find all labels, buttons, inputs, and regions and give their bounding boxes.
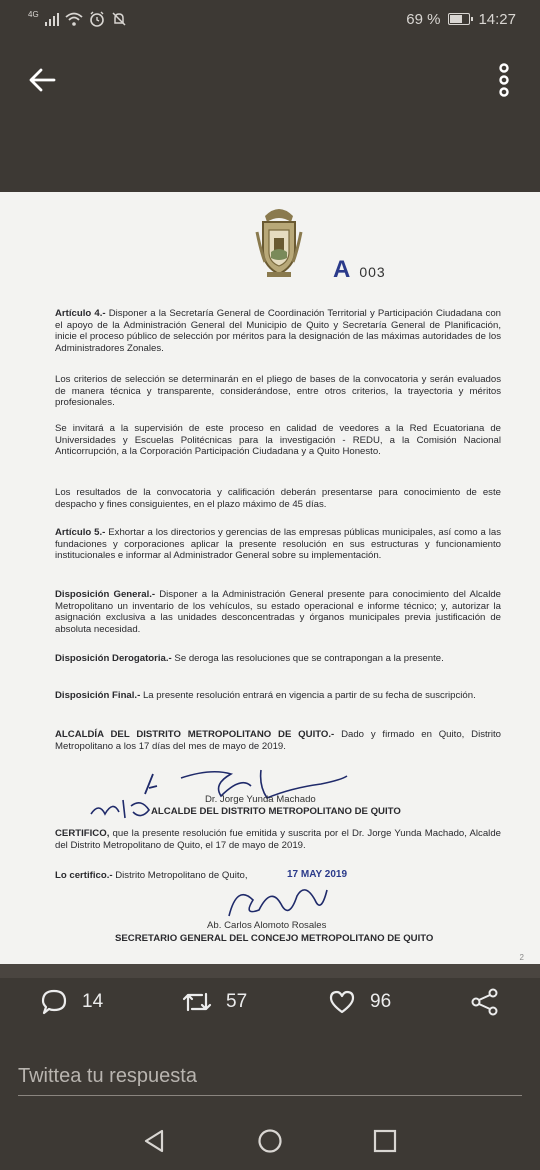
- clock: 14:27: [478, 10, 516, 28]
- results-paragraph: [55, 487, 501, 510]
- top-bar: [0, 50, 540, 110]
- reply-input[interactable]: [18, 1050, 522, 1094]
- signal-icon: [45, 11, 59, 27]
- signing-lead: ALCALDÍA DEL DISTRITO METROPOLITANO DE QUITO.-: [55, 729, 335, 740]
- battery-icon: [448, 13, 470, 25]
- general-provision-lead: Disposición General.-: [55, 589, 156, 600]
- arrow-left-icon[interactable]: [24, 62, 60, 98]
- speech-bubble-icon: [40, 988, 68, 1016]
- oversight-paragraph: [55, 423, 501, 458]
- reply-count: 14: [82, 991, 104, 1012]
- reply-action[interactable]: [40, 988, 103, 1016]
- secretary-signature: [223, 880, 333, 924]
- muted-bell-icon: [111, 11, 127, 27]
- repeal-provision-text: Se deroga las resoluciones que se contrapongan a la presente.: [171, 653, 444, 664]
- certification-text: que la presente resolución fue emitida y suscrita por el Dr. Jorge Yunda Machado, Alcalde del Distrito Metropolitano de Quito, el 17 de mayo de 2019.: [55, 828, 501, 851]
- results-text: Los resultados de la convocatoria y calificación deberán presentarse para conocimiento de este despacho y fines consiguientes, en el plazo máximo de 45 días.: [55, 487, 501, 510]
- square-recents-icon[interactable]: [370, 1126, 400, 1156]
- media-bottom-strip: [0, 964, 540, 978]
- heart-icon: [328, 988, 356, 1016]
- tweet-actions: [0, 978, 540, 1026]
- certified-text: Distrito Metropolitano de Quito,: [112, 870, 248, 881]
- oversight-text: Se invitará a la supervisión de este proceso en calidad de veedores a la Red Ecuatoriana de Universidades y Escuelas Politécnicas para la investigación - REDU, a la Comisión Nacional Anticorrupción, a la Corporación Participación Ciudadana y a Quito Honesto.: [55, 423, 501, 457]
- secretary-name: Ab. Carlos Alomoto Rosales: [207, 920, 327, 931]
- secretary-title: SECRETARIO GENERAL DEL CONCEJO METROPOLITANO DE QUITO: [115, 933, 434, 944]
- certification-lead: CERTIFICO,: [55, 828, 110, 839]
- mayor-name: Dr. Jorge Yunda Machado: [205, 794, 316, 805]
- mayor-title: ALCALDE DEL DISTRITO METROPOLITANO DE QUITO: [151, 806, 401, 817]
- network-type: 4G: [28, 9, 39, 19]
- retweet-action[interactable]: [182, 988, 247, 1016]
- more-vertical-icon[interactable]: [492, 62, 516, 98]
- final-provision-paragraph: [55, 690, 501, 702]
- repeal-provision-paragraph: [55, 653, 501, 665]
- page-number: 2: [519, 953, 524, 962]
- retweet-icon: [182, 988, 212, 1016]
- circle-home-icon[interactable]: [255, 1126, 285, 1156]
- quito-coat-of-arms: [255, 202, 303, 280]
- repeal-provision-lead: Disposición Derogatoria.-: [55, 653, 172, 664]
- document-code-number: 003: [359, 264, 386, 280]
- battery-level: [450, 15, 462, 23]
- status-left: [28, 11, 127, 27]
- system-nav-bar: [0, 1110, 540, 1170]
- certification-paragraph: [55, 828, 501, 851]
- share-action[interactable]: [470, 988, 500, 1016]
- document-code: [333, 256, 386, 283]
- article-4-lead: Artículo 4.-: [55, 308, 106, 319]
- alarm-icon: [89, 11, 105, 27]
- general-provision-text: Disponer a la Administración General presente para conocimiento del Alcalde Metropolitano un inventario de los vehículos, su estado operacional e informe técnico; y, autorizar la asignación exclusiva a las unidades desconcentradas y órganos municipales previa justificación de absoluta necesidad.: [55, 589, 501, 635]
- like-count: 96: [370, 991, 392, 1012]
- signing-text: Dado y firmado en Quito, Distrito Metropolitano a los 17 días del mes de mayo de 2019.: [55, 729, 501, 752]
- general-provision-paragraph: [55, 589, 501, 635]
- tweet-media-document[interactable]: [0, 192, 540, 964]
- final-provision-lead: Disposición Final.-: [55, 690, 141, 701]
- article-4-paragraph: [55, 308, 501, 354]
- final-provision-text: La presente resolución entrará en vigencia a partir de su fecha de suscripción.: [140, 690, 476, 701]
- criteria-text: Los criterios de selección se determinarán en el pliego de bases de la convocatoria y serán evaluados de manera técnica y transparente, considerándose, entre otros criterios, la trayectoria y méritos profesionales.: [55, 374, 501, 408]
- article-5-text: Exhortar a los directorios y gerencias de las empresas públicas municipales, así como a las fundaciones y corporaciones aplicar la presente resolución en sus estructuras y funcionamiento institucionales e informar al Administrador General sobre su implementación.: [55, 527, 501, 561]
- article-5-lead: Artículo 5.-: [55, 527, 106, 538]
- like-action[interactable]: [328, 988, 391, 1016]
- status-right: [406, 11, 516, 28]
- certified-lead: Lo certifico.-: [55, 870, 113, 881]
- article-4-text: Disponer a la Secretaría General de Coordinación Territorial y Participación Ciudadana con el apoyo de la Administración General del Municipio de Quito y Secretaría General de Planificación, inicie el proceso público de selección por méritos para la designación de las máximas autoridades de los Administradores Zonales.: [55, 308, 501, 354]
- share-icon: [470, 988, 500, 1016]
- initials-scribble: [89, 796, 159, 822]
- retweet-count: 57: [226, 991, 248, 1012]
- wifi-icon: [65, 11, 83, 27]
- triangle-back-icon[interactable]: [140, 1126, 170, 1156]
- date-stamp: 17 MAY 2019: [287, 869, 348, 880]
- battery-percent: 69 %: [406, 10, 441, 28]
- signing-paragraph: [55, 729, 501, 752]
- document-code-letter: A: [333, 256, 352, 283]
- criteria-paragraph: [55, 374, 501, 409]
- status-bar: [0, 0, 540, 38]
- article-5-paragraph: [55, 527, 501, 562]
- reply-box: [18, 1050, 522, 1096]
